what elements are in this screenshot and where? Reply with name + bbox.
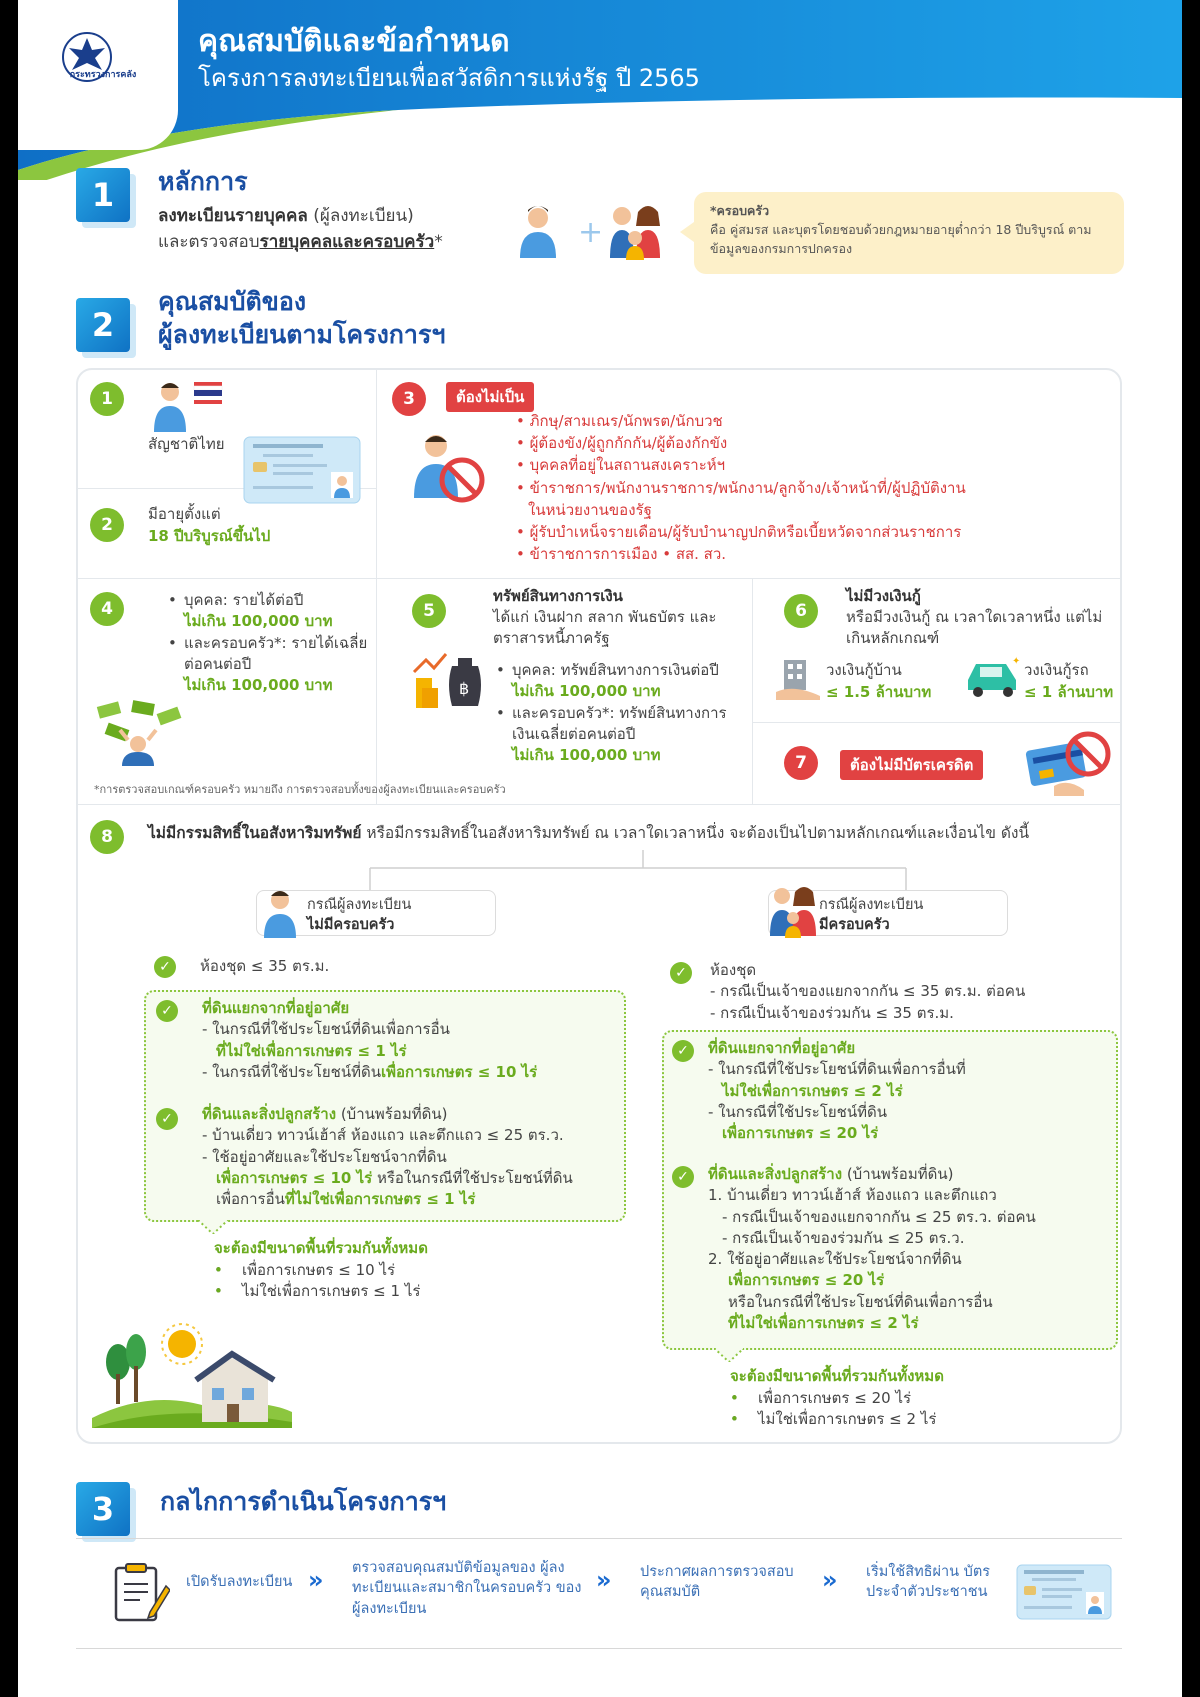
family-definition-note: *ครอบครัว คือ คู่สมรส และบุตรโดยชอบด้วยกฎหมายอายุต่ำกว่า 18 ปีบริบูรณ์ ตามข้อมูลของกรมการปกครอง [694, 192, 1124, 274]
right-total-list: • • เพื่อการเกษตร ≤ 20 ไร่ • • ไม่ใช่เพื่อการเกษตร ≤ 2 ไร่ [730, 1388, 936, 1431]
prohibited-item-cont: ในหน่วยงานของรัฐ [528, 500, 652, 519]
home-loan-text: วงเงินกู้บ้าน ≤ 1.5 ล้านบาท [826, 661, 932, 701]
criterion-1-number: 1 [90, 382, 124, 416]
divider [752, 578, 753, 804]
financial-assets-desc: ทรัพย์สินทางการเงิน ได้แก่ เงินฝาก สลาก พันธบัตร และตราสารหนี้ภาครัฐ [493, 587, 717, 647]
page-title: คุณสมบัติและข้อกำหนด [198, 24, 510, 59]
criterion-1-label: สัญชาติไทย [148, 435, 225, 453]
process-step-2: ตรวจสอบคุณสมบัติข้อมูลของ ผู้ลงทะเบียนและสมาชิกในครอบครัว ของผู้ลงทะเบียน [352, 1560, 582, 1617]
right-land-rules: ที่ดินแยกจากที่อยู่อาศัย - ในกรณีที่ใช้ประโยชน์ที่ดินเพื่อการอื่นที่ ไม่ใช่เพื่อการเกษตร ≤ 2 ไร่ - ในกรณีที่ใช้ประโยชน์ที่ดิน เพื่อการเกษตร ≤ 20 ไร่ [708, 1039, 966, 1143]
family-footnote: *การตรวจสอบเกณฑ์ครอบครัว หมายถึง การตรวจสอบทั้งของผู้ลงทะเบียนและครอบครัว [94, 783, 506, 796]
criterion-3-number: 3 [392, 382, 426, 416]
branch-connector [368, 850, 908, 890]
divider [752, 722, 1120, 723]
car-loan-text: วงเงินกู้รถ ≤ 1 ล้านบาท [1024, 661, 1114, 701]
page-subtitle: โครงการลงทะเบียนเพื่อสวัสดิการแห่งรัฐ ปี 2565 [198, 64, 700, 92]
section-1-number: 1 [76, 168, 130, 222]
car-icon [962, 652, 1024, 698]
divider [376, 370, 377, 578]
prohibited-item: • ภิกษุ/สามเณร/นักพรต/นักบวช [516, 410, 966, 432]
house-landscape-icon [92, 1318, 292, 1428]
prohibited-list [516, 410, 966, 565]
money-rain-icon [92, 700, 184, 766]
right-total-area: จะต้องมีขนาดพื้นที่รวมกันทั้งหมด [730, 1367, 944, 1385]
left-total-list: • • เพื่อการเกษตร ≤ 10 ไร่ • • ไม่ใช่เพื่อการเกษตร ≤ 1 ไร่ [214, 1260, 420, 1303]
real-estate-title: ไม่มีกรรมสิทธิ์ในอสังหาริมทรัพย์ หรือมีกรรมสิทธิ์ในอสังหาริมทรัพย์ ณ เวลาใดเวลาหนึ่ง จะต้องเป็นไปตามหลักเกณฑ์และเงื่อนไข ดังนี้ [148, 824, 1030, 842]
process-step-1: เปิดรับลงทะเบียน [186, 1574, 293, 1590]
divider [78, 804, 1120, 805]
callout-pointer [714, 1348, 744, 1362]
id-card-icon [1016, 1564, 1112, 1620]
chevron-right-icon: » [308, 1566, 324, 1594]
process-step-3: ประกาศผลการตรวจสอบ คุณสมบัติ [640, 1564, 794, 1601]
income-criteria: • บุคคล: รายได้ต่อปี ไม่เกิน 100,000 บาท • และครอบครัว*: รายได้เฉลี่ยต่อคนต่อปี ไม่เกิน 100,000 บาท [168, 590, 368, 696]
house-loan-icon [774, 652, 822, 702]
svg-text:฿: ฿ [459, 679, 470, 698]
divider [76, 1648, 1122, 1649]
section-2-number: 2 [76, 298, 130, 352]
process-step-4: เริ่มใช้สิทธิผ่าน บัตรประจำตัวประชาชน [866, 1564, 991, 1601]
loan-desc: ไม่มีวงเงินกู้ หรือมีวงเงินกู้ ณ เวลาใดเวลาหนึ่ง แต่ไม่เกินหลักเกณฑ์ [846, 587, 1103, 647]
prohibited-person-icon [410, 426, 490, 506]
prohibited-item: • ผู้ต้องขัง/ผู้ถูกกักกัน/ผู้ต้องกักขัง [516, 432, 966, 454]
section-3-number: 3 [76, 1482, 130, 1536]
criterion-8-number: 8 [90, 820, 124, 854]
case-with-family: กรณีผู้ลงทะเบียน มีครอบครัว [768, 890, 1008, 936]
divider [76, 1538, 1122, 1539]
id-card-icon [243, 436, 361, 504]
single-person-icon [258, 886, 304, 938]
chevron-right-icon: » [596, 1566, 612, 1594]
check-icon: ✓ [154, 956, 176, 978]
family-icon [766, 884, 820, 938]
right-house-rules: ที่ดินและสิ่งปลูกสร้าง (บ้านพร้อมที่ดิน) 1. บ้านเดี่ยว ทาวน์เฮ้าส์ ห้องแถว และตึกแถว - กรณีเป็นเจ้าของแยกจากกัน ≤ 25 ตร.ว. ต่อคน - กรณีเป็นเจ้าของร่วมกัน ≤ 25 ตร.ว. 2. ใช้อยู่อาศัยและใช้ประโยชน์จากที่ดิน เพื่อการเกษตร ≤ 20 ไร่ หรือในกรณีที่ใช้ประโยชน์ที่ดินเพื่อการอื่น ที่ไม่ใช่เพื่อการเกษตร ≤ 2 ไร่ [708, 1165, 1036, 1333]
left-condo-rule: ห้องชุด ≤ 35 ตร.ม. [200, 957, 330, 975]
garuda-icon [60, 30, 114, 84]
left-house-rules: ที่ดินและสิ่งปลูกสร้าง (บ้านพร้อมที่ดิน) - บ้านเดี่ยว ทาวน์เฮ้าส์ ห้องแถว และตึกแถว ≤ 25 ตร.ว. - ใช้อยู่อาศัยและใช้ประโยชน์จากที่ดิน เพื่อการเกษตร ≤ 10 ไร่ หรือในกรณีที่ใช้ประโยชน์ที่ดิน เพื่อการอื่นที่ไม่ใช่เพื่อการเกษตร ≤ 1 ไร่ [202, 1105, 573, 1209]
prohibited-item: • บุคคลที่อยู่ในสถานสงเคราะห์ฯ [516, 454, 966, 476]
principle-line-1: ลงทะเบียนรายบุคคล (ผู้ลงทะเบียน) [158, 206, 414, 226]
check-icon: ✓ [670, 962, 692, 984]
section-1-title: หลักการ [158, 167, 248, 196]
prohibited-item: • ผู้รับบำเหน็จรายเดือน/ผู้รับบำนาญปกติหรือเบี้ยหวัดจากส่วนราชการ [516, 521, 966, 543]
svg-text:✦: ✦ [1012, 656, 1021, 667]
prohibited-item: • ข้าราชการ/พนักงานราชการ/พนักงาน/ลูกจ้าง/เจ้าหน้าที่/ผู้ปฏิบัติงาน [516, 477, 966, 499]
check-icon: ✓ [156, 1108, 178, 1130]
criterion-2-text: มีอายุตั้งแต่ 18 ปีบริบูรณ์ขึ้นไป [148, 505, 271, 545]
no-credit-card-tag: ต้องไม่มีบัตรเครดิต [840, 750, 983, 780]
principle-line-2: และตรวจสอบรายบุคคลและครอบครัว* [158, 232, 443, 252]
check-icon: ✓ [156, 1000, 178, 1022]
prohibited-item: • ข้าราชการการเมือง • สส. สว. [516, 543, 966, 565]
svg-text:+: + [578, 215, 604, 250]
no-credit-card-icon [1024, 728, 1114, 798]
chevron-right-icon: » [822, 1566, 838, 1594]
left-total-area: จะต้องมีขนาดพื้นที่รวมกันทั้งหมด [214, 1239, 428, 1257]
criterion-4-number: 4 [90, 592, 124, 626]
infographic-page [18, 0, 1182, 1697]
criterion-5-number: 5 [412, 594, 446, 628]
right-condo-rules: ห้องชุด - กรณีเป็นเจ้าของแยกจากกัน ≤ 35 ตร.ม. ต่อคน - กรณีเป็นเจ้าของร่วมกัน ≤ 35 ตร.ม. [710, 961, 1026, 1022]
header-banner [18, 0, 1182, 150]
case-no-family: กรณีผู้ลงทะเบียน ไม่มีครอบครัว [256, 890, 496, 936]
section-2-title: คุณสมบัติของ ผู้ลงทะเบียนตามโครงการฯ [158, 287, 446, 349]
section-3-title: กลไกการดำเนินโครงการฯ [160, 1487, 447, 1516]
clipboard-icon [110, 1562, 170, 1624]
criterion-6-number: 6 [784, 594, 818, 628]
check-icon: ✓ [672, 1166, 694, 1188]
criterion-7-number: 7 [784, 746, 818, 780]
thai-person-flag-icon [150, 378, 230, 434]
person-plus-family-icon [514, 200, 674, 262]
check-icon: ✓ [672, 1040, 694, 1062]
ministry-logo: กระทรวงการคลัง [60, 30, 146, 116]
criterion-2-number: 2 [90, 508, 124, 542]
financial-asset-criteria: • บุคคล: ทรัพย์สินทางการเงินต่อปี ไม่เกิน 100,000 บาท • และครอบครัว*: ทรัพย์สินทางการเงินเฉลี่ยต่อคนต่อปี ไม่เกิน 100,000 บาท [496, 660, 748, 766]
divider [78, 578, 1120, 579]
money-bag-icon [412, 648, 484, 710]
callout-pointer [198, 1220, 228, 1234]
left-land-rules: ที่ดินแยกจากที่อยู่อาศัย - ในกรณีที่ใช้ประโยชน์ที่ดินเพื่อการอื่น ที่ไม่ใช่เพื่อการเกษตร ≤ 1 ไร่ - ในกรณีที่ใช้ประโยชน์ที่ดินเพื่อการเกษตร ≤ 10 ไร่ [202, 999, 538, 1081]
must-not-be-tag: ต้องไม่เป็น [446, 382, 534, 412]
divider [376, 578, 377, 804]
